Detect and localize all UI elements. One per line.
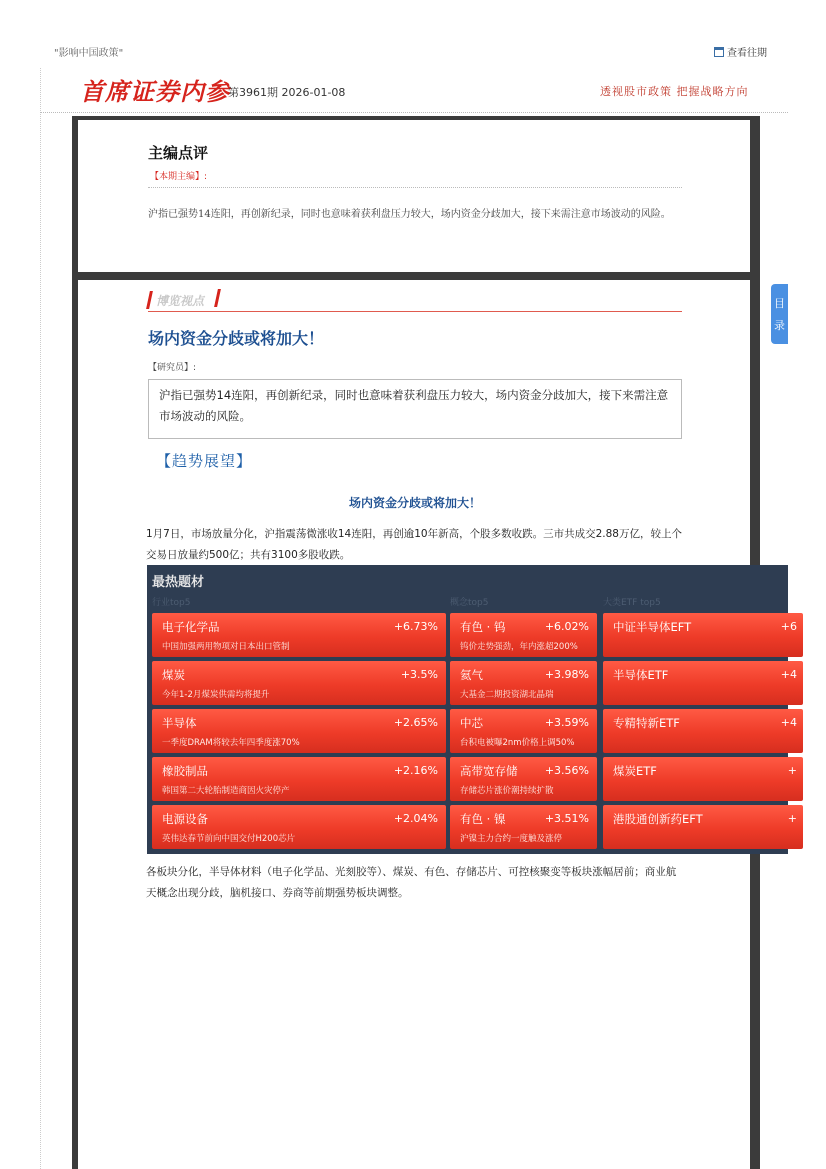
article-title: 场内资金分歧或将加大！ (148, 329, 325, 348)
column-label-etf: 大类ETF top5 (603, 598, 661, 608)
etf-card[interactable] (603, 661, 803, 705)
topic-change: +2.65% (393, 716, 438, 729)
researcher-tag: 【研究员】: (148, 363, 197, 373)
toc-tab[interactable] (771, 284, 788, 344)
topic-name: 电源设备 (162, 812, 208, 826)
topic-change: +6.02% (544, 620, 589, 633)
column-label-industry: 行业top5 (152, 598, 191, 608)
paragraph-1: 1月7日，市场放量分化，沪指震荡微涨收14连阳，再创逾10年新高，个股多数收跌。三市共成交2.88万亿，较上个交易日放量约500亿；共有3100多股收跌。 (146, 528, 682, 561)
topic-name: 高带宽存储 (460, 764, 518, 778)
topic-desc: 中国加强两用物项对日本出口管制 (162, 642, 290, 652)
topic-name: 半导体 (162, 716, 197, 730)
trend-heading: 【趋势展望】 (156, 452, 253, 470)
editor-text: 沪指已强势14连阳，再创新纪录，同时也意味着获利盘压力较大，场内资金分歧加大，接下来需注意市场波动的风险。 (148, 209, 671, 220)
issue-info: 第3961期 2026-01-08 (228, 86, 346, 99)
topic-desc: 一季度DRAM将较去年四季度涨70% (162, 738, 300, 748)
topic-name: 氦气 (460, 668, 483, 682)
topic-card[interactable] (152, 613, 446, 657)
topic-change: +2.16% (393, 764, 438, 777)
paragraph-2: 各板块分化，半导体材料（电子化学品、光刻胶等）、煤炭、有色、存储芯片、可控核聚变等板块涨幅居前；商业航天概念出现分歧，脑机接口、券商等前期强势板块调整。 (146, 866, 677, 899)
topic-name: 橡胶制品 (162, 764, 208, 778)
hot-topics-title: 最热题材 (152, 575, 205, 590)
toc-char-1: 目 (774, 297, 785, 310)
etf-name: 专精特新ETF (613, 716, 680, 730)
topic-card[interactable] (450, 613, 597, 657)
section-header (148, 289, 682, 312)
topic-card[interactable] (450, 709, 597, 753)
topic-card[interactable] (152, 661, 446, 705)
topic-change: +3.56% (544, 764, 589, 777)
topic-name: 电子化学品 (162, 620, 220, 634)
calendar-icon (714, 47, 724, 57)
header-divider (40, 112, 788, 113)
topic-card[interactable] (450, 661, 597, 705)
page-guide-line (40, 68, 41, 1169)
topic-desc: 存储芯片涨价潮持续扩散 (460, 786, 554, 796)
topic-change: +3.5% (400, 668, 438, 681)
archive-link[interactable] (714, 44, 767, 59)
hot-topics-panel (147, 565, 797, 854)
etf-card[interactable] (603, 709, 803, 753)
etf-name: 煤炭ETF (613, 764, 657, 778)
topic-desc: 今年1-2月煤炭供需均将提升 (162, 690, 270, 700)
etf-card[interactable] (603, 805, 803, 849)
editor-tag: 【本期主编】: (150, 172, 208, 182)
etf-change: +6 (780, 620, 797, 633)
topic-desc: 大基金二期投资湖北晶瑞 (460, 690, 554, 700)
etf-name: 中证半导体EFT (613, 620, 692, 634)
topic-change: +3.98% (544, 668, 589, 681)
topic-desc: 英伟达春节前向中国交付H200芯片 (162, 834, 296, 844)
topic-card[interactable] (152, 757, 446, 801)
topic-desc: 钨价走势强劲，年内涨超200% (460, 642, 578, 652)
topic-desc: 沪镍主力合约一度触及涨停 (460, 834, 563, 844)
topic-card[interactable] (152, 805, 446, 849)
etf-name: 半导体ETF (613, 668, 669, 682)
header-note: "影响中国政策" (54, 48, 124, 59)
etf-change: +4 (780, 716, 797, 729)
section-bar-right (214, 289, 221, 307)
topic-desc: 台积电被曝2nm价格上调50% (460, 738, 575, 748)
section-label: 博览视点 (156, 294, 205, 308)
section-bar-left (146, 291, 153, 309)
topic-name: 中芯 (460, 716, 483, 730)
etf-name: 港股通创新药EFT (613, 812, 703, 826)
etf-change: +4 (780, 668, 797, 681)
editor-divider (148, 187, 682, 188)
topic-change: +2.04% (393, 812, 438, 825)
etf-change: + (787, 812, 797, 825)
etf-change: + (787, 764, 797, 777)
etf-card[interactable] (603, 613, 803, 657)
brand-logo: 首席证券内参 (80, 77, 230, 106)
topic-card[interactable] (450, 757, 597, 801)
toc-char-2: 录 (774, 319, 785, 332)
topic-card[interactable] (152, 709, 446, 753)
topic-card[interactable] (450, 805, 597, 849)
editor-heading: 主编点评 (148, 144, 209, 162)
etf-card[interactable] (603, 757, 803, 801)
topic-name: 有色 · 钨 (460, 620, 506, 634)
topic-change: +3.51% (544, 812, 589, 825)
topic-change: +3.59% (544, 716, 589, 729)
slogan: 透视股市政策 把握战略方向 (600, 85, 749, 98)
article-summary: 沪指已强势14连阳，再创新纪录，同时也意味着获利盘压力较大，场内资金分歧加大，接下来需注意市场波动的风险。 (148, 379, 682, 439)
topic-name: 有色 · 镍 (460, 812, 506, 826)
archive-label: 查看往期 (727, 48, 767, 59)
topic-name: 煤炭 (162, 668, 185, 682)
column-label-concept: 概念top5 (450, 598, 489, 608)
topic-change: +6.73% (393, 620, 438, 633)
topic-desc: 韩国第二大轮胎制造商因火灾停产 (162, 786, 290, 796)
article-subtitle: 场内资金分歧或将加大！ (348, 496, 481, 510)
